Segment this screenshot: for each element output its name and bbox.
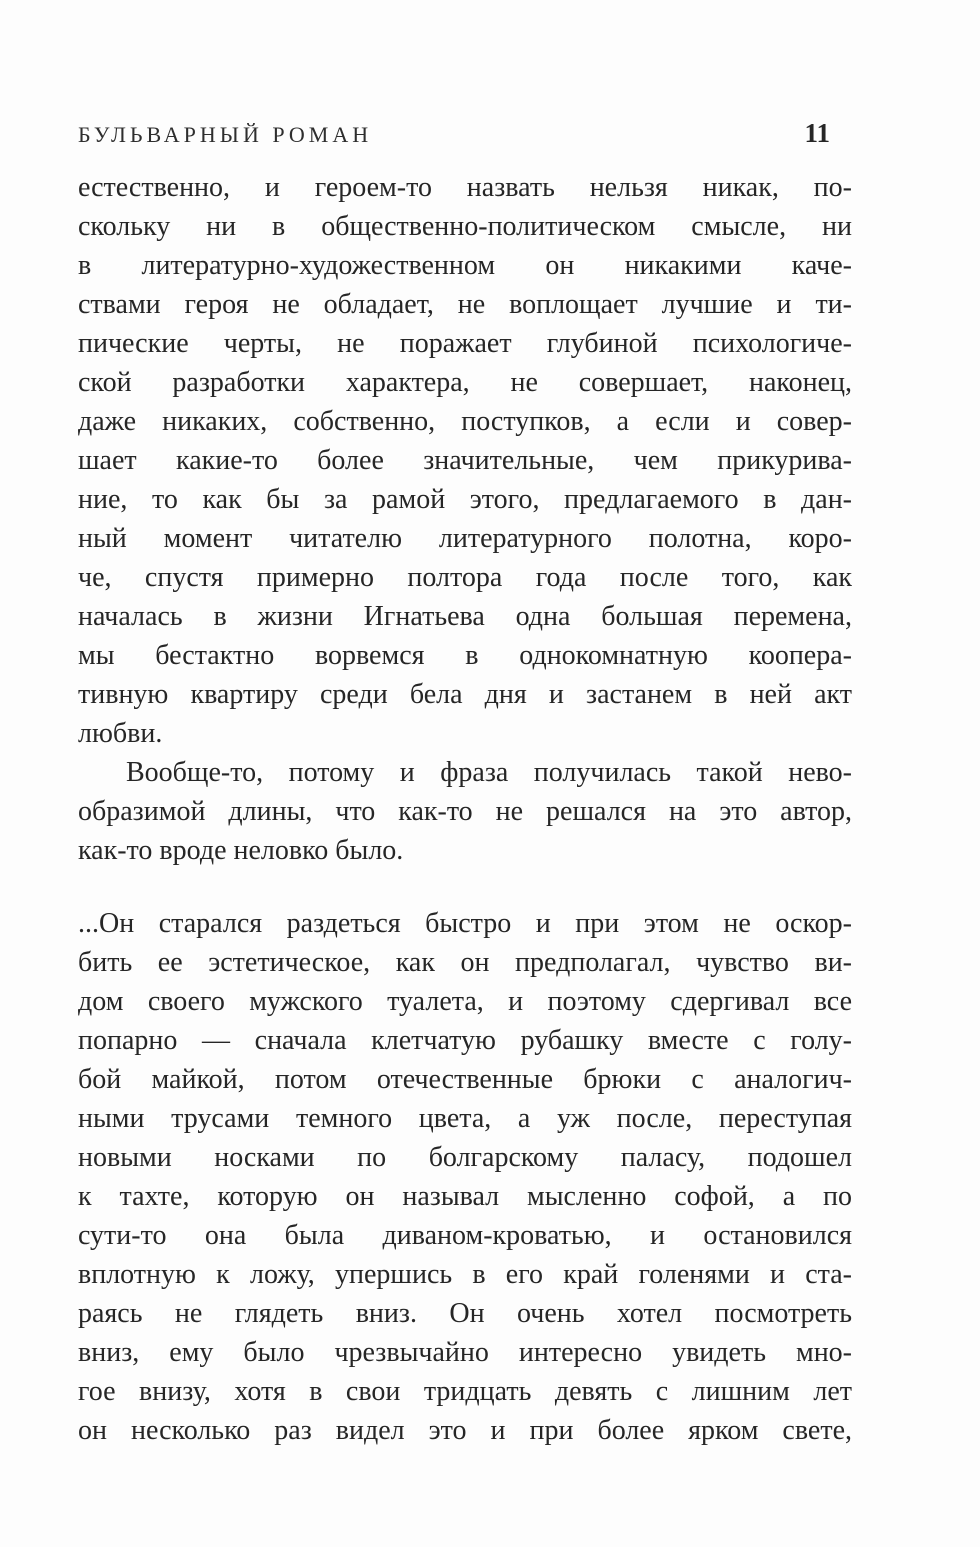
body-text — [78, 168, 852, 1450]
text-line: началась в жизни Игнатьева одна большая перемена, — [78, 601, 852, 632]
text-line: к тахте, которую он называл мысленно софой, а по — [78, 1181, 852, 1212]
text-line: как-то вроде неловко было. — [78, 835, 404, 866]
text-line: тивную квартиру среди бела дня и застанем в ней акт — [78, 679, 852, 710]
text-line: попарно — сначала клетчатую рубашку вместе с голу- — [78, 1025, 852, 1056]
text-line: Вообще-то, потому и фраза получилась такой нево- — [126, 757, 852, 788]
text-line: ...Он старался раздеться быстро и при этом не оскор- — [78, 908, 852, 939]
text-line: ние, то как бы за рамой этого, предлагаемого в дан- — [78, 484, 852, 515]
text-line: новыми носками по болгарскому паласу, подошел — [78, 1142, 852, 1173]
text-line: он несколько раз видел это и при более ярком свете, — [78, 1415, 852, 1446]
text-line: бой майкой, потом отечественные брюки с аналогич- — [78, 1064, 852, 1095]
text-line: пические черты, не поражает глубиной психологиче- — [78, 328, 852, 359]
text-line: любви. — [78, 718, 163, 749]
text-line: гое внизу, хотя в свои тридцать девять с лишним лет — [78, 1376, 852, 1407]
text-line: шает какие-то более значительные, чем прикурива- — [78, 445, 852, 476]
text-line: ствами героя не обладает, не воплощает лучшие и ти- — [78, 289, 852, 320]
text-line: дом своего мужского туалета, и поэтому сдергивал все — [78, 986, 852, 1017]
running-title: БУЛЬВАРНЫЙ РОМАН — [78, 122, 373, 147]
text-line: ный момент читателю литературного полотна, коро- — [78, 523, 852, 554]
running-header — [78, 118, 852, 149]
text-line: бить ее эстетическое, как он предполагал, чувство ви- — [78, 947, 852, 978]
text-line: даже никаких, собственно, поступков, а если и совер- — [78, 406, 852, 437]
text-line: сути-то она была диваном-кроватью, и остановился — [78, 1220, 852, 1251]
text-line: раясь не глядеть вниз. Он очень хотел посмотреть — [78, 1298, 852, 1329]
page-number: 11 — [804, 118, 830, 148]
text-line: мы бестактно ворвемся в однокомнатную коопера- — [78, 640, 852, 671]
text-line: ными трусами темного цвета, а уж после, переступая — [78, 1103, 852, 1134]
section-break — [78, 870, 852, 904]
text-line: вплотную к ложу, упершись в его край голенями и ста- — [78, 1259, 852, 1290]
text-line: че, спустя примерно полтора года после того, как — [78, 562, 852, 593]
text-line: скольку ни в общественно-политическом смысле, ни — [78, 211, 852, 242]
text-line: ской разработки характера, не совершает, наконец, — [78, 367, 852, 398]
text-line: вниз, ему было чрезвычайно интересно увидеть мно- — [78, 1337, 852, 1368]
text-line: в литературно-художественном он никакими каче- — [78, 250, 852, 281]
text-line: естественно, и героем-то назвать нельзя никак, по- — [78, 172, 852, 203]
text-line: образимой длины, что как-то не решался на это автор, — [78, 796, 852, 827]
